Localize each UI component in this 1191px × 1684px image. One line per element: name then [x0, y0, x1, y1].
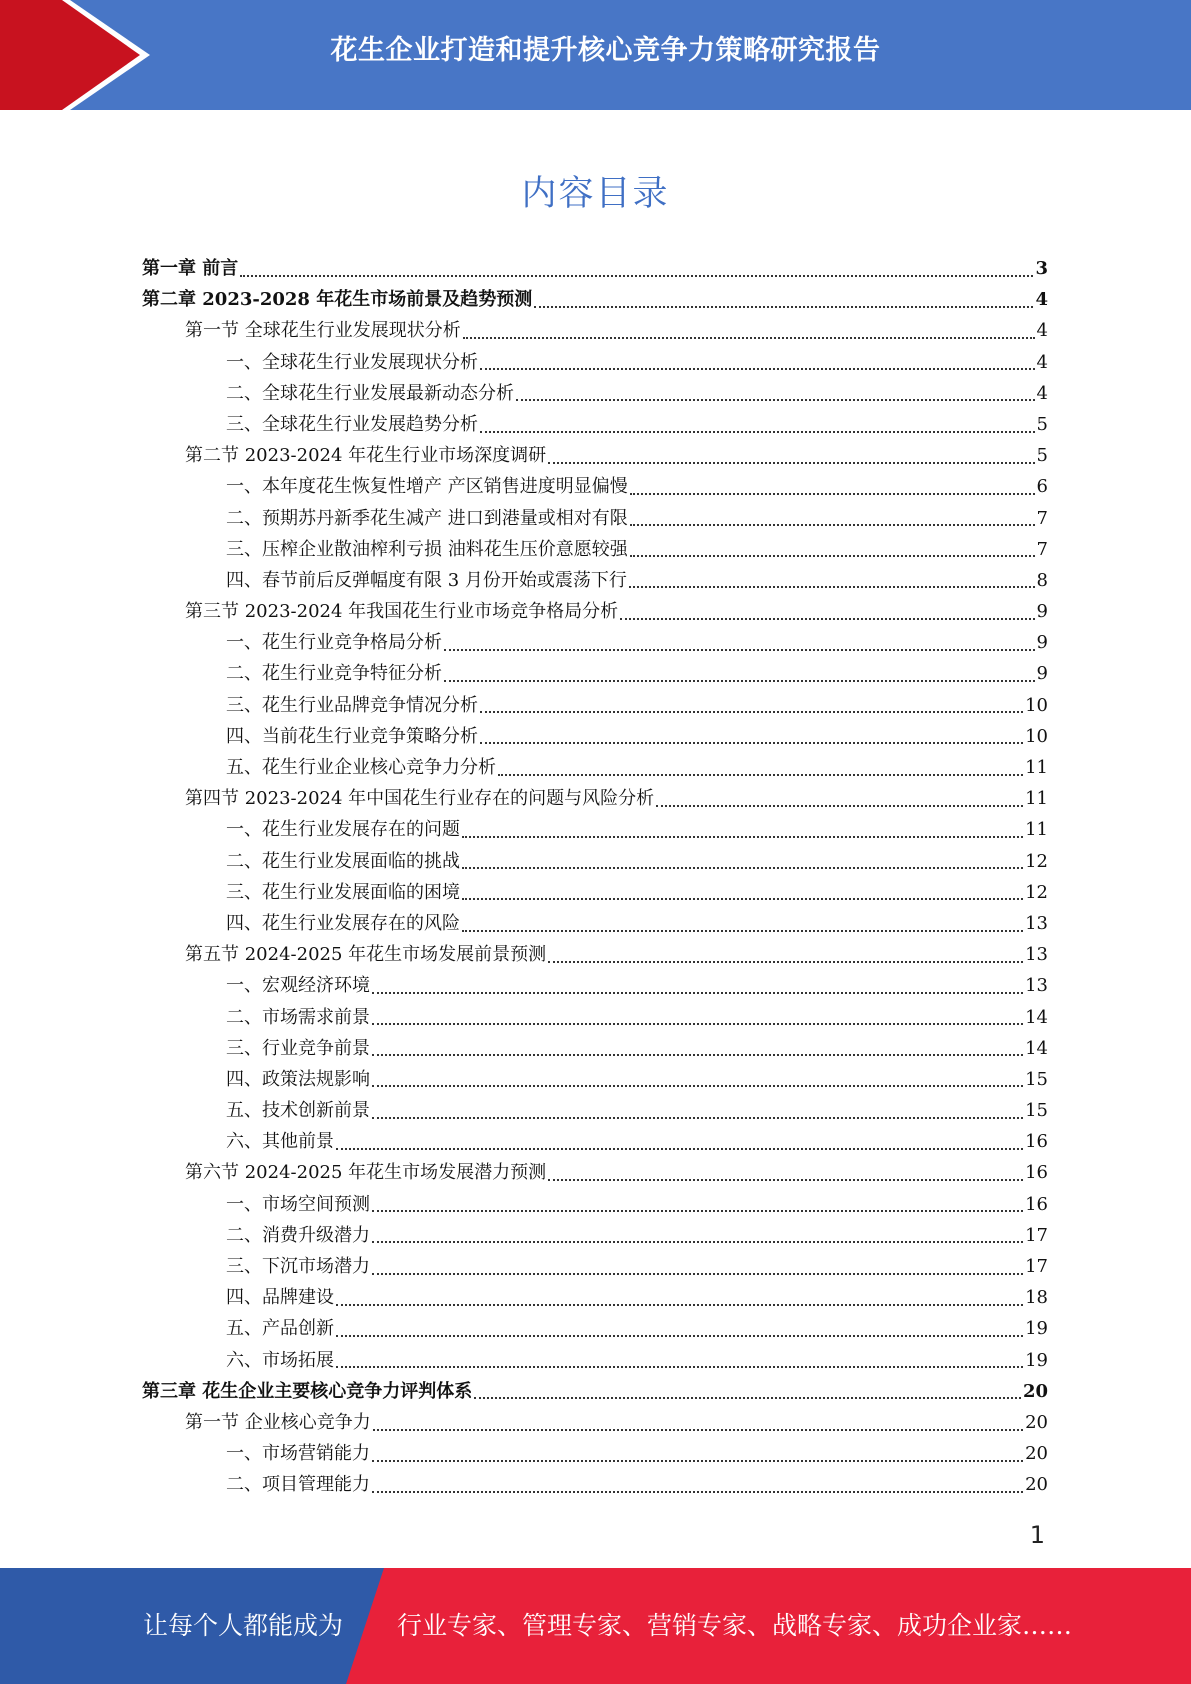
- toc-entry[interactable]: [142, 846, 1048, 877]
- toc-entry-page: 17: [1025, 1256, 1048, 1277]
- toc-entry[interactable]: [142, 378, 1048, 409]
- toc-entry[interactable]: [142, 596, 1048, 627]
- toc-entry[interactable]: [142, 1220, 1048, 1251]
- toc-entry[interactable]: [142, 1438, 1048, 1469]
- toc-entry[interactable]: [142, 1469, 1048, 1500]
- toc-entry[interactable]: [142, 1407, 1048, 1438]
- toc-entry[interactable]: [142, 1189, 1048, 1220]
- toc-entry-page: 9: [1036, 601, 1048, 623]
- toc-entry-label: 第二节 2023-2024 年花生行业市场深度调研: [185, 445, 547, 467]
- toc-entry[interactable]: [142, 534, 1048, 565]
- toc-entry-page: 4: [1035, 289, 1048, 311]
- toc-entry-label: 第二章 2023-2028 年花生市场前景及趋势预测: [142, 289, 533, 311]
- toc-entry[interactable]: [142, 939, 1048, 970]
- toc-dot-leader: [462, 867, 1023, 869]
- toc-entry-label: 三、花生行业品牌竞争情况分析: [226, 694, 478, 716]
- toc-dot-leader: [372, 1241, 1023, 1243]
- toc-entry[interactable]: [142, 783, 1048, 814]
- toc-entry[interactable]: [142, 721, 1048, 752]
- toc-entry[interactable]: [142, 627, 1048, 658]
- toc-entry[interactable]: [142, 1095, 1048, 1126]
- toc-entry[interactable]: [142, 565, 1048, 596]
- toc-dot-leader: [462, 898, 1023, 900]
- toc-entry-page: 20: [1022, 1380, 1048, 1402]
- toc-entry[interactable]: [142, 658, 1048, 689]
- table-of-contents: [142, 253, 1048, 1501]
- toc-entry[interactable]: [142, 1251, 1048, 1282]
- toc-entry[interactable]: [142, 690, 1048, 721]
- toc-entry-page: 14: [1025, 1037, 1048, 1059]
- toc-entry[interactable]: [142, 503, 1048, 534]
- toc-heading: 内容目录: [521, 174, 670, 214]
- toc-entry-label: 第六节 2024-2025 年花生市场发展潜力预测: [185, 1162, 547, 1184]
- toc-dot-leader: [372, 1085, 1023, 1087]
- toc-entry-page: 10: [1025, 694, 1048, 716]
- toc-entry[interactable]: [142, 1157, 1048, 1188]
- toc-entry-label: 第三章 花生企业主要核心竞争力评判体系: [142, 1380, 473, 1402]
- toc-entry-label: 四、春节前后反弹幅度有限 3 月份开始或震荡下行: [226, 569, 627, 591]
- toc-dot-leader: [462, 836, 1023, 838]
- toc-entry-label: 一、花生行业竞争格局分析: [226, 632, 442, 654]
- toc-entry-page: 4: [1036, 351, 1048, 373]
- toc-entry[interactable]: [142, 1002, 1048, 1033]
- toc-entry[interactable]: [142, 1345, 1048, 1376]
- toc-entry[interactable]: [142, 471, 1048, 502]
- toc-entry-page: 15: [1025, 1100, 1048, 1122]
- toc-dot-leader: [480, 742, 1023, 744]
- toc-entry-page: 14: [1025, 1006, 1048, 1028]
- toc-entry-page: 20: [1025, 1411, 1048, 1433]
- toc-entry-label: 一、全球花生行业发展现状分析: [226, 351, 478, 373]
- toc-dot-leader: [516, 399, 1035, 401]
- toc-dot-leader: [336, 1148, 1023, 1150]
- toc-entry-label: 第一节 全球花生行业发展现状分析: [185, 320, 461, 342]
- toc-entry[interactable]: [142, 1282, 1048, 1313]
- toc-dot-leader: [548, 462, 1034, 464]
- toc-dot-leader: [620, 618, 1034, 620]
- toc-dot-leader: [336, 1366, 1023, 1368]
- toc-entry[interactable]: [142, 1064, 1048, 1095]
- toc-entry-label: 四、花生行业发展存在的风险: [226, 912, 460, 934]
- toc-entry-page: 19: [1025, 1318, 1048, 1340]
- toc-entry-page: 9: [1036, 632, 1048, 654]
- toc-entry-label: 第五节 2024-2025 年花生市场发展前景预测: [185, 944, 547, 966]
- toc-entry-page: 15: [1025, 1068, 1048, 1090]
- report-header: [0, 0, 1191, 110]
- toc-entry-label: 三、下沉市场潜力: [226, 1256, 370, 1277]
- toc-dot-leader: [548, 961, 1023, 963]
- toc-entry-page: 4: [1036, 320, 1048, 342]
- toc-entry-page: 19: [1025, 1349, 1048, 1371]
- toc-entry-label: 二、花生行业竞争特征分析: [226, 663, 442, 685]
- toc-dot-leader: [444, 680, 1035, 682]
- toc-entry-page: 8: [1036, 569, 1048, 591]
- toc-entry[interactable]: [142, 1126, 1048, 1157]
- toc-entry[interactable]: [142, 1033, 1048, 1064]
- toc-dot-leader: [372, 1054, 1023, 1056]
- toc-dot-leader: [480, 368, 1035, 370]
- toc-entry-label: 二、消费升级潜力: [226, 1224, 370, 1246]
- toc-entry-label: 三、行业竞争前景: [226, 1037, 370, 1059]
- toc-entry[interactable]: [142, 409, 1048, 440]
- toc-dot-leader: [372, 1460, 1023, 1462]
- toc-entry-label: 五、产品创新: [226, 1318, 334, 1340]
- report-title: 花生企业打造和提升核心竞争力策略研究报告: [330, 35, 881, 66]
- toc-entry-page: 11: [1025, 819, 1048, 841]
- toc-dot-leader: [372, 1491, 1023, 1493]
- toc-dot-leader: [444, 649, 1035, 651]
- toc-entry-page: 20: [1025, 1443, 1048, 1465]
- page-number: 1: [1029, 1521, 1045, 1549]
- toc-entry[interactable]: [142, 1376, 1048, 1407]
- toc-entry-page: 11: [1025, 788, 1048, 810]
- toc-dot-leader: [630, 524, 1035, 526]
- toc-entry[interactable]: [142, 908, 1048, 939]
- toc-entry-label: 一、本年度花生恢复性增产 产区销售进度明显偏慢: [226, 476, 628, 498]
- toc-entry-label: 五、花生行业企业核心竞争力分析: [226, 757, 496, 778]
- toc-entry-label: 一、市场营销能力: [226, 1443, 370, 1465]
- toc-entry[interactable]: [142, 253, 1048, 284]
- toc-entry-label: 一、宏观经济环境: [226, 975, 370, 997]
- toc-entry-label: 二、全球花生行业发展最新动态分析: [226, 382, 514, 404]
- toc-entry-page: 17: [1025, 1224, 1048, 1246]
- toc-dot-leader: [656, 805, 1023, 807]
- toc-entry[interactable]: [142, 814, 1048, 845]
- toc-entry-page: 4: [1036, 382, 1048, 404]
- report-footer: [0, 1568, 1191, 1684]
- toc-entry[interactable]: [142, 752, 1048, 783]
- toc-entry-label: 四、政策法规影响: [226, 1068, 370, 1090]
- toc-entry-page: 13: [1025, 912, 1048, 934]
- toc-dot-leader: [336, 1304, 1023, 1306]
- toc-dot-leader: [372, 992, 1023, 994]
- toc-entry-label: 一、花生行业发展存在的问题: [226, 819, 460, 841]
- toc-entry-page: 13: [1025, 944, 1048, 966]
- toc-dot-leader: [534, 306, 1033, 308]
- toc-dot-leader: [372, 1023, 1023, 1025]
- toc-dot-leader: [548, 1179, 1023, 1181]
- toc-entry-page: 7: [1036, 538, 1048, 560]
- toc-entry-label: 六、其他前景: [226, 1131, 334, 1153]
- toc-entry-page: 18: [1025, 1287, 1048, 1309]
- toc-entry[interactable]: [142, 284, 1048, 315]
- toc-entry-label: 二、预期苏丹新季花生减产 进口到港量或相对有限: [226, 507, 628, 529]
- toc-entry-label: 第三节 2023-2024 年我国花生行业市场竞争格局分析: [185, 601, 619, 623]
- toc-dot-leader: [373, 1429, 1023, 1431]
- toc-entry-page: 5: [1036, 445, 1048, 467]
- toc-entry-label: 三、全球花生行业发展趋势分析: [226, 413, 478, 435]
- toc-entry[interactable]: [142, 347, 1048, 378]
- toc-entry[interactable]: [142, 1313, 1048, 1344]
- toc-dot-leader: [498, 774, 1023, 776]
- footer-slogan-right: 行业专家、管理专家、营销专家、战略专家、成功企业家……: [397, 1611, 1073, 1640]
- toc-entry-label: 一、市场空间预测: [226, 1193, 370, 1215]
- footer-slogan-left: 让每个人都能成为: [143, 1611, 344, 1640]
- toc-dot-leader: [630, 555, 1035, 557]
- toc-entry-label: 三、压榨企业散油榨利亏损 油料花生压价意愿较强: [226, 538, 628, 560]
- toc-dot-leader: [463, 337, 1035, 339]
- toc-dot-leader: [462, 930, 1023, 932]
- toc-entry-page: 12: [1025, 881, 1048, 903]
- toc-dot-leader: [372, 1117, 1023, 1119]
- toc-dot-leader: [240, 275, 1033, 277]
- toc-entry-page: 16: [1025, 1131, 1048, 1153]
- toc-entry-label: 第一章 前言: [142, 258, 239, 279]
- toc-entry[interactable]: [142, 440, 1048, 471]
- toc-entry-label: 二、花生行业发展面临的挑战: [226, 850, 460, 872]
- toc-entry-label: 五、技术创新前景: [226, 1100, 370, 1122]
- toc-entry-page: 13: [1025, 975, 1048, 997]
- toc-entry-page: 5: [1036, 413, 1048, 435]
- toc-entry[interactable]: [142, 315, 1048, 346]
- toc-entry-page: 6: [1036, 476, 1048, 498]
- toc-entry-page: 10: [1025, 725, 1048, 747]
- toc-entry-page: 11: [1025, 757, 1048, 778]
- toc-entry-label: 第一节 企业核心竞争力: [185, 1411, 371, 1433]
- toc-dot-leader: [336, 1335, 1023, 1337]
- toc-entry-label: 二、市场需求前景: [226, 1006, 370, 1028]
- toc-entry-page: 3: [1035, 258, 1048, 279]
- toc-entry-label: 六、市场拓展: [226, 1349, 334, 1371]
- toc-dot-leader: [372, 1273, 1023, 1275]
- toc-entry-label: 四、品牌建设: [226, 1287, 334, 1309]
- toc-entry-page: 12: [1025, 850, 1048, 872]
- toc-entry-label: 四、当前花生行业竞争策略分析: [226, 725, 478, 747]
- toc-entry-label: 三、花生行业发展面临的困境: [226, 881, 460, 903]
- toc-dot-leader: [372, 1210, 1023, 1212]
- toc-entry-page: 9: [1036, 663, 1048, 685]
- toc-entry-page: 7: [1036, 507, 1048, 529]
- toc-entry-label: 二、项目管理能力: [226, 1474, 370, 1496]
- toc-dot-leader: [480, 431, 1035, 433]
- toc-dot-leader: [630, 493, 1035, 495]
- toc-entry-page: 16: [1025, 1193, 1048, 1215]
- toc-dot-leader: [480, 711, 1023, 713]
- toc-entry-page: 16: [1025, 1162, 1048, 1184]
- toc-entry[interactable]: [142, 970, 1048, 1001]
- toc-entry[interactable]: [142, 877, 1048, 908]
- toc-dot-leader: [629, 586, 1035, 588]
- toc-entry-page: 20: [1025, 1474, 1048, 1496]
- toc-dot-leader: [474, 1397, 1021, 1399]
- toc-entry-label: 第四节 2023-2024 年中国花生行业存在的问题与风险分析: [185, 788, 655, 810]
